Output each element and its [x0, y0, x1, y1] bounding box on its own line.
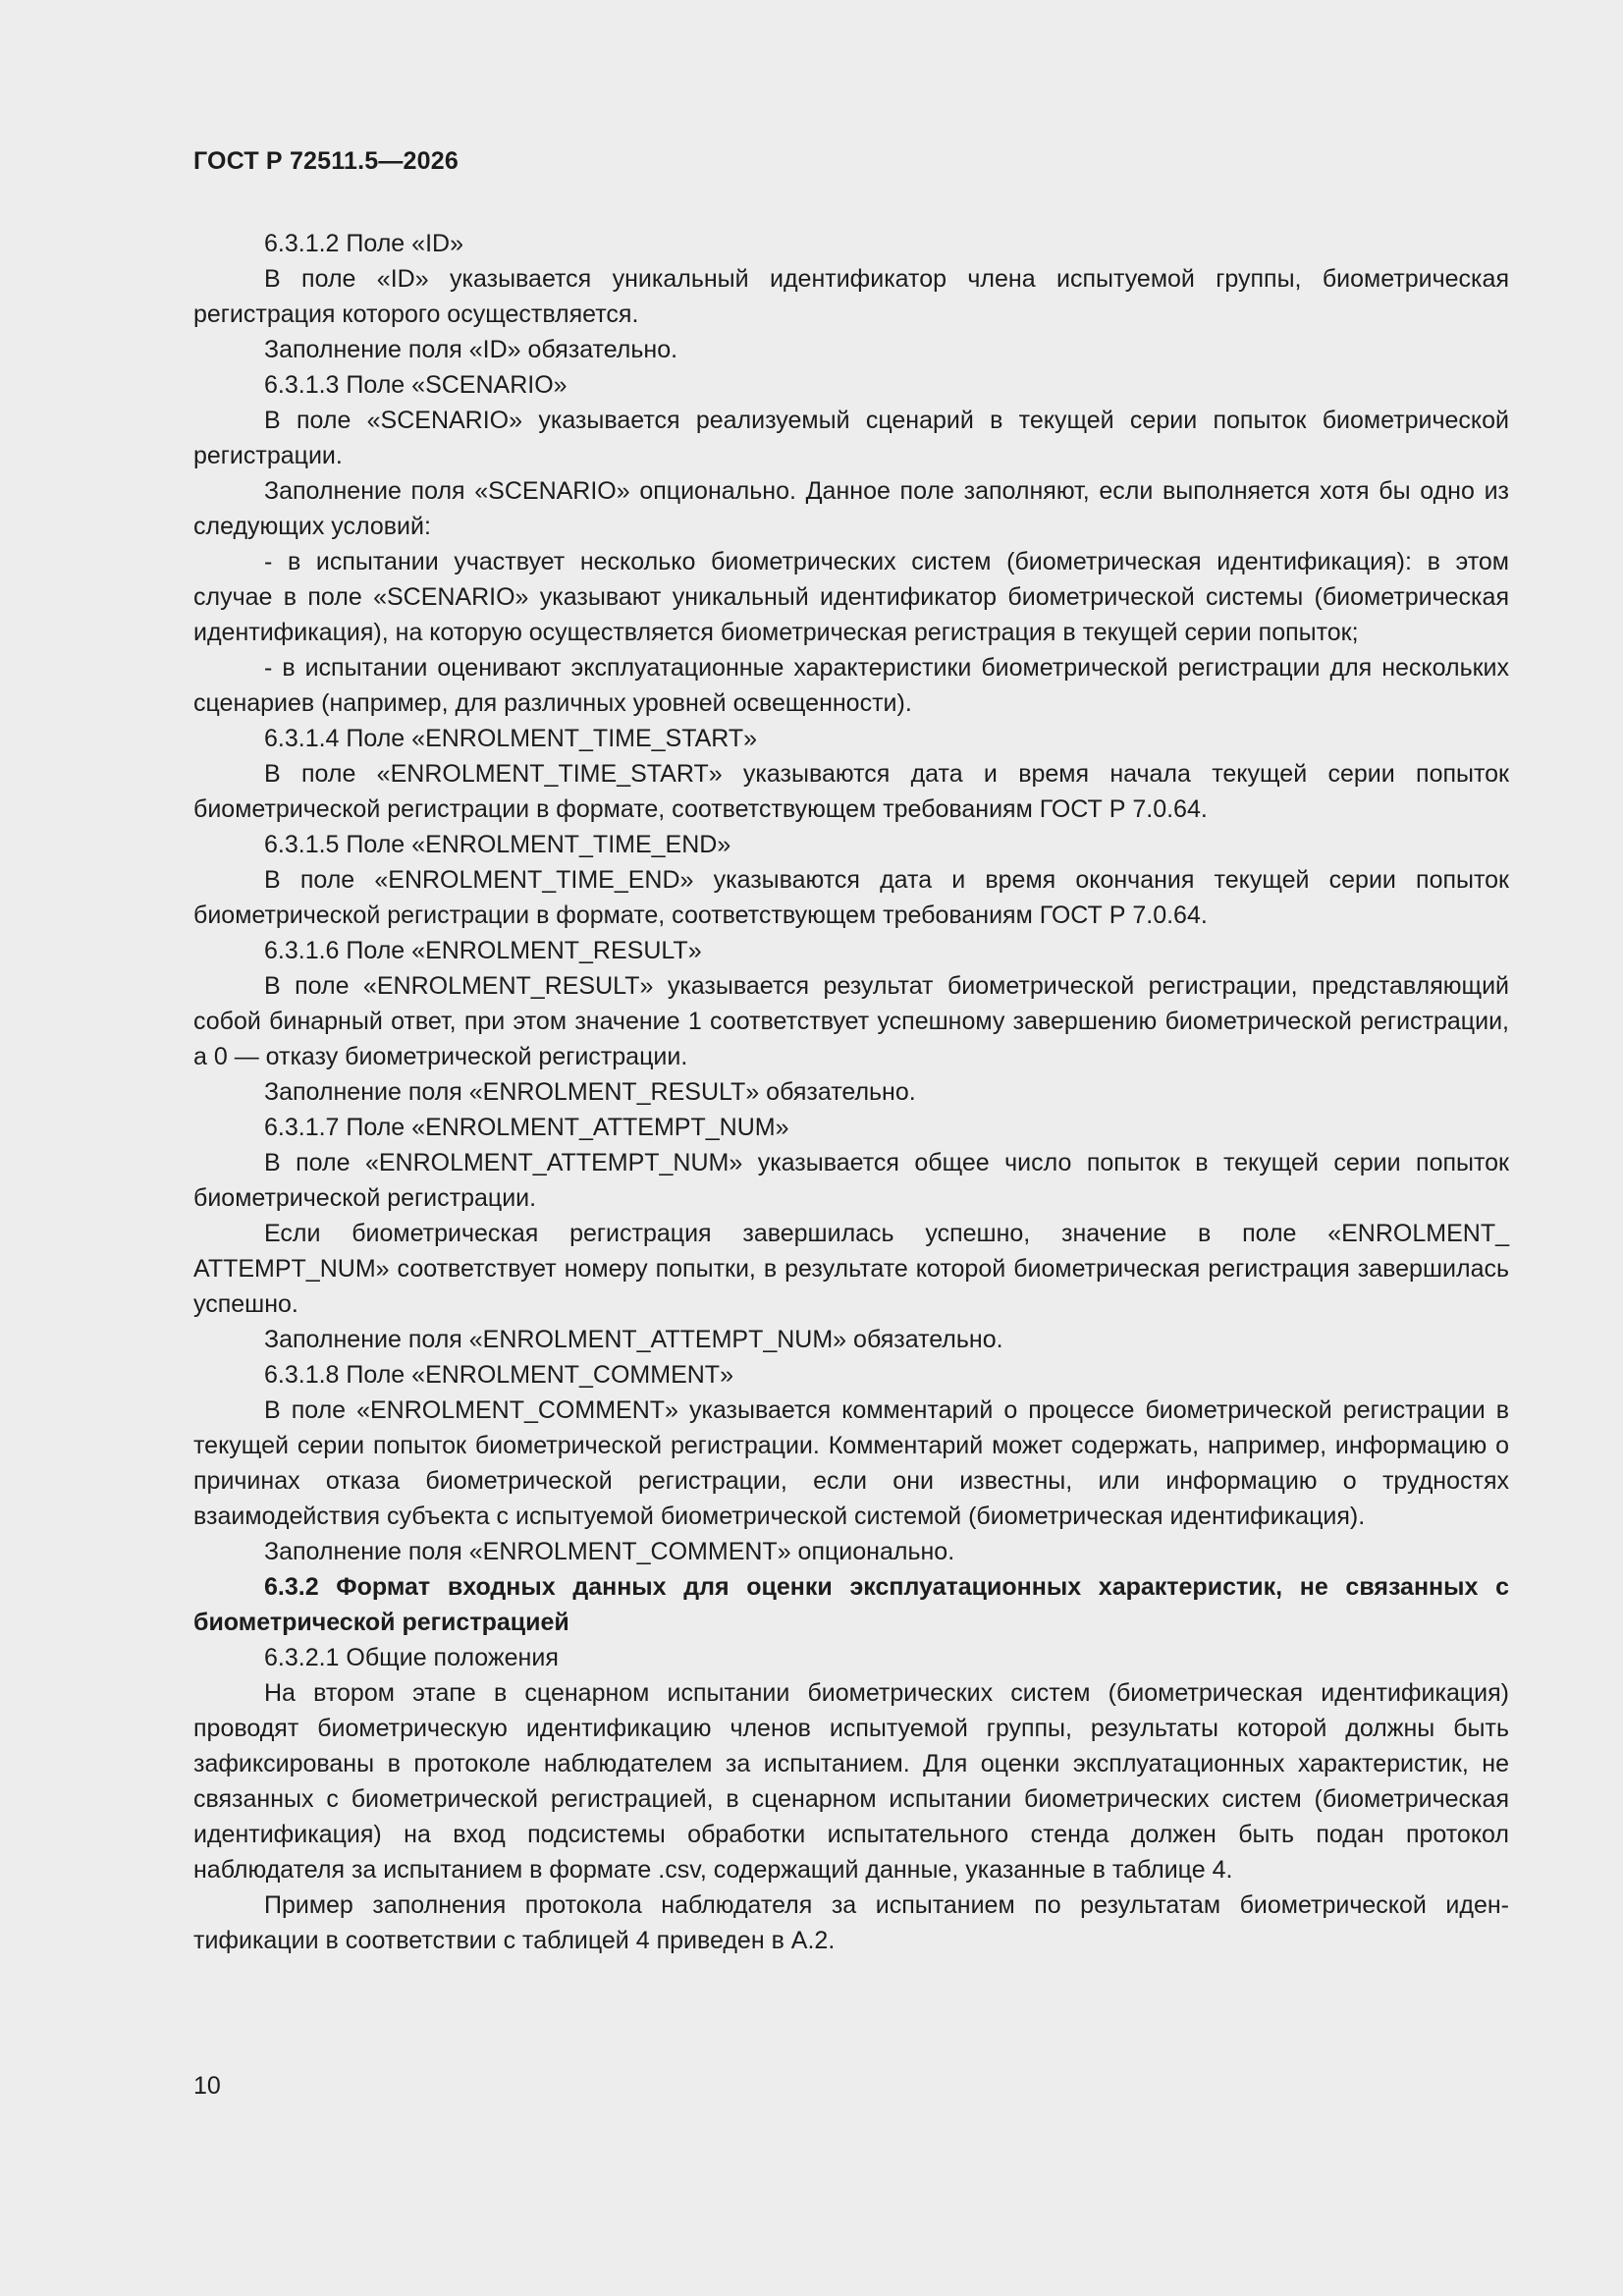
document-body: [193, 226, 1509, 1958]
body-paragraph: В поле «SCENARIO» указывается реализуемый сценарий в текущей серии попыток биометрической регистрации.: [193, 407, 1509, 469]
body-paragraph: 6.3.1.8 Поле «ENROLMENT_COMMENT»: [264, 1361, 733, 1389]
body-paragraph: На втором этапе в сценарном испытании биометрических систем (биометрическая идентификация) проводят биометрическую идентификацию членов испытуемой группы, результаты которой должны быть зафиксированы в протоколе наблюдателем за испытанием. Для оценки эксплуатационных характеристик, не связанных с биометрической регистрацией, в сценарном испытании биометрических систем (биометрическая идентификация) на вход подсистемы обработки испытательного стенда должен быть подан протокол наблюдателя за испытанием в формате .csv, содержащий данные, указанные в таблице 4.: [193, 1679, 1509, 1884]
body-paragraph: - в испытании участвует несколько биометрических систем (биометрическая идентификация): в этом случае в поле «SCENARIO» указывают уникальный идентификатор биометрической системы (биометрическая идентификация), на которую осуществляется биометрическая регистрация в текущей серии попыток;: [193, 548, 1509, 646]
section-heading-paragraph: 6.3.2 Формат входных данных для оценки эксплуатационных характеристик, не связанных с биометрической регистрацией: [193, 1573, 1509, 1636]
body-paragraph: В поле «ENROLMENT_TIME_END» указываются дата и время окончания текущей серии попыток биометрической регистрации в формате, соответствующем требованиям ГОСТ Р 7.0.64.: [193, 866, 1509, 929]
body-paragraph: 6.3.1.3 Поле «SCENARIO»: [264, 371, 568, 399]
body-paragraph: Если биометрическая регистрация завершилась успешно, значение в поле «ENROLMENT_ ATTEMPT_NUM» соответствует номеру попытки, в результате которой биометрическая регистрация завершилась успешно.: [193, 1220, 1509, 1318]
body-paragraph: 6.3.1.7 Поле «ENROLMENT_ATTEMPT_NUM»: [264, 1114, 789, 1141]
body-paragraph: 6.3.1.4 Поле «ENROLMENT_TIME_START»: [264, 725, 758, 752]
body-paragraph: 6.3.1.5 Поле «ENROLMENT_TIME_END»: [264, 831, 731, 858]
body-paragraph: 6.3.1.6 Поле «ENROLMENT_RESULT»: [264, 937, 702, 964]
body-paragraph: Заполнение поля «ENROLMENT_COMMENT» опционально.: [264, 1538, 955, 1565]
body-paragraph: 6.3.2.1 Общие положения: [264, 1644, 559, 1671]
body-paragraph: В поле «ENROLMENT_COMMENT» указывается комментарий о процессе биометрической регистрации в текущей серии попыток биометрической регистрации. Комментарий может содержать, например, информацию о причинах отказа биометрической регистрации, если они известны, или информацию о трудностях взаимодействия субъекта с испытуемой биометрической системой (биометрическая идентификация).: [193, 1396, 1509, 1530]
body-paragraph: Заполнение поля «SCENARIO» опционально. Данное поле заполняют, если выполняется хотя бы одно из следующих условий:: [193, 477, 1509, 540]
body-paragraph: Заполнение поля «ENROLMENT_ATTEMPT_NUM» обязательно.: [264, 1326, 1003, 1353]
body-paragraph: 6.3.1.2 Поле «ID»: [264, 230, 463, 257]
body-paragraph: В поле «ID» указывается уникальный идентификатор члена испытуемой группы, биометрическая регистрация которого осуществляется.: [193, 265, 1509, 328]
body-paragraph: Заполнение поля «ENROLMENT_RESULT» обязательно.: [264, 1078, 916, 1106]
body-paragraph: Заполнение поля «ID» обязательно.: [264, 336, 678, 363]
body-paragraph: В поле «ENROLMENT_TIME_START» указываются дата и время начала текущей серии попыток биометрической регистрации в формате, соответствующем требованиям ГОСТ Р 7.0.64.: [193, 760, 1509, 823]
body-paragraph: В поле «ENROLMENT_RESULT» указывается результат биометрической регистрации, представляющий собой бинарный ответ, при этом значение 1 соответствует успешному завершению биометрической регистрации, а 0 — отказу биометрической регистрации.: [193, 972, 1509, 1070]
page-number: 10: [193, 2072, 221, 2100]
body-paragraph: В поле «ENROLMENT_ATTEMPT_NUM» указывается общее число попыток в текущей серии попыток биометрической регистрации.: [193, 1149, 1509, 1212]
standard-designation: ГОСТ Р 72511.5—2026: [193, 147, 459, 175]
body-paragraph: Пример заполнения протокола наблюдателя за испытанием по результатам биометрической идентификации в соответствии с таблицей 4 приведен в А.2.: [193, 1891, 1509, 1954]
body-paragraph: - в испытании оценивают эксплуатационные характеристики биометрической регистрации для нескольких сценариев (например, для различных уровней освещенности).: [193, 654, 1509, 717]
